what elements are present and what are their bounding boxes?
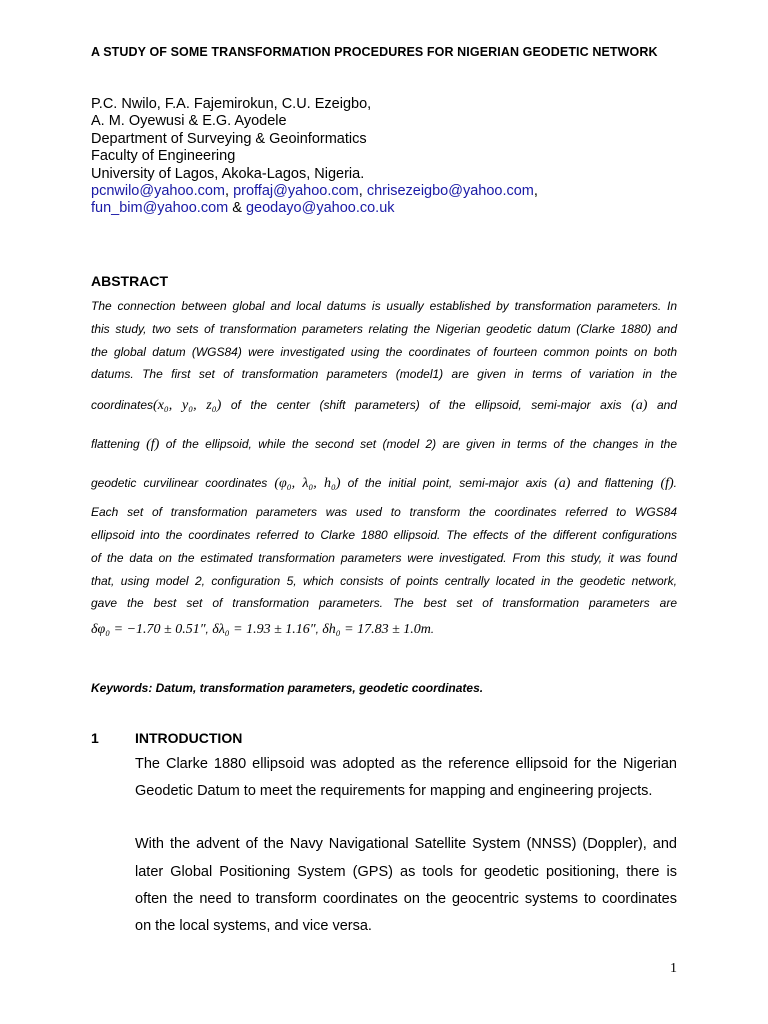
separator: & — [228, 200, 246, 217]
math-semi-major-axis: (a) — [554, 476, 571, 491]
math-curvilinear-coords: (φ₀, λ₀, h₀) — [274, 476, 341, 491]
keywords: Keywords: Datum, transformation parameters, geodetic coordinates. — [91, 681, 484, 695]
abstract-line — [91, 437, 677, 453]
math-flattening: (f) — [660, 476, 674, 491]
abstract-line: gave the best set of transformation parameters. The best set of transformation parameters are — [91, 596, 677, 610]
paper-title: A STUDY OF SOME TRANSFORMATION PROCEDURES FOR NIGERIAN GEODETIC NETWORK — [91, 45, 658, 59]
abstract-text: of the ellipsoid, while the second set (model 2) are given in terms of the changes in the — [165, 437, 678, 451]
result-height: δh₀ = 17.83 ± 1.0m — [322, 622, 431, 637]
abstract-line — [91, 476, 677, 492]
separator: , — [225, 183, 234, 200]
abstract-line: ellipsoid into the coordinates referred to Clarke 1880 ellipsoid. The effects of the different configurations — [91, 528, 677, 542]
abstract-line: Each set of transformation parameters was used to transform the coordinates referred to WGS84 — [91, 505, 677, 519]
section-number: 1 — [91, 730, 99, 746]
abstract-line: of the data on the estimated transformation parameters were investigated. From this study, it was found — [91, 551, 677, 565]
email-link[interactable]: geodayo@yahoo.co.uk — [245, 200, 395, 217]
abstract-text: of the center (shift parameters) of the ellipsoid, semi-major axis — [230, 398, 622, 412]
email-line — [91, 200, 691, 217]
affiliation-university: University of Lagos, Akoka-Lagos, Nigeria. — [91, 165, 365, 182]
email-link[interactable]: proffaj@yahoo.com — [233, 183, 359, 200]
author-line: P.C. Nwilo, F.A. Fajemirokun, C.U. Ezeigbo, — [91, 96, 372, 112]
result-equations — [91, 622, 434, 638]
email-link[interactable]: pcnwilo@yahoo.com — [91, 183, 226, 200]
body-line: The Clarke 1880 ellipsoid was adopted as the reference ellipsoid for the Nigerian — [135, 756, 677, 772]
author-block — [91, 96, 691, 218]
abstract-text: coordinates — [91, 398, 154, 412]
affiliation-department: Department of Surveying & Geoinformatics — [91, 130, 367, 147]
separator: , — [358, 183, 367, 200]
abstract-text: of the initial point, semi-major axis — [347, 476, 548, 490]
abstract-text: . — [673, 476, 677, 490]
page-number: 1 — [670, 961, 677, 976]
author-line: A. M. Oyewusi & E.G. Ayodele — [91, 113, 287, 130]
separator: . — [430, 622, 435, 636]
separator: , — [315, 622, 323, 636]
abstract-text: and — [656, 398, 677, 412]
result-latitude: δφ₀ = −1.70 ± 0.51″ — [91, 622, 206, 637]
abstract-line: the global datum (WGS84) were investigated using the coordinates of fourteen common points on both — [91, 345, 677, 359]
result-longitude: δλ₀ = 1.93 ± 1.16″ — [212, 622, 316, 637]
math-shift-coords: (x₀, y₀, z₀) — [153, 398, 222, 413]
body-line: often the need to transform coordinates on the geocentric systems to coordinates — [135, 891, 677, 907]
abstract-text: and flattening — [577, 476, 654, 490]
abstract-line — [91, 398, 677, 414]
body-line: on the local systems, and vice versa. — [135, 918, 372, 934]
abstract-line: that, using model 2, configuration 5, which consists of points centrally located in the geodetic network, — [91, 574, 677, 588]
abstract-line: The connection between global and local datums is usually established by transformation parameters. In — [91, 299, 677, 313]
abstract-line: this study, two sets of transformation parameters relating the Nigerian geodetic datum (Clarke 1880) and — [91, 322, 677, 336]
separator: , — [205, 622, 213, 636]
body-line: Geodetic Datum to meet the requirements for mapping and engineering projects. — [135, 783, 653, 799]
body-line: With the advent of the Navy Navigational Satellite System (NNSS) (Doppler), and — [135, 836, 677, 852]
email-line — [91, 183, 691, 200]
body-line: later Global Positioning System (GPS) as tools for geodetic positioning, there is — [135, 864, 677, 880]
abstract-heading: ABSTRACT — [91, 273, 168, 289]
math-flattening: (f) — [146, 437, 160, 452]
email-link[interactable]: fun_bim@yahoo.com — [91, 200, 229, 217]
abstract-text: flattening — [91, 437, 140, 451]
section-title: INTRODUCTION — [135, 730, 243, 746]
affiliation-faculty: Faculty of Engineering — [91, 148, 236, 165]
math-semi-major-axis: (a) — [631, 398, 648, 413]
email-link[interactable]: chrisezeigbo@yahoo.com — [366, 183, 534, 200]
abstract-line: datums. The first set of transformation parameters (model1) are given in terms of variation in the — [91, 367, 677, 381]
separator: , — [533, 183, 538, 200]
abstract-text: geodetic curvilinear coordinates — [91, 476, 268, 490]
